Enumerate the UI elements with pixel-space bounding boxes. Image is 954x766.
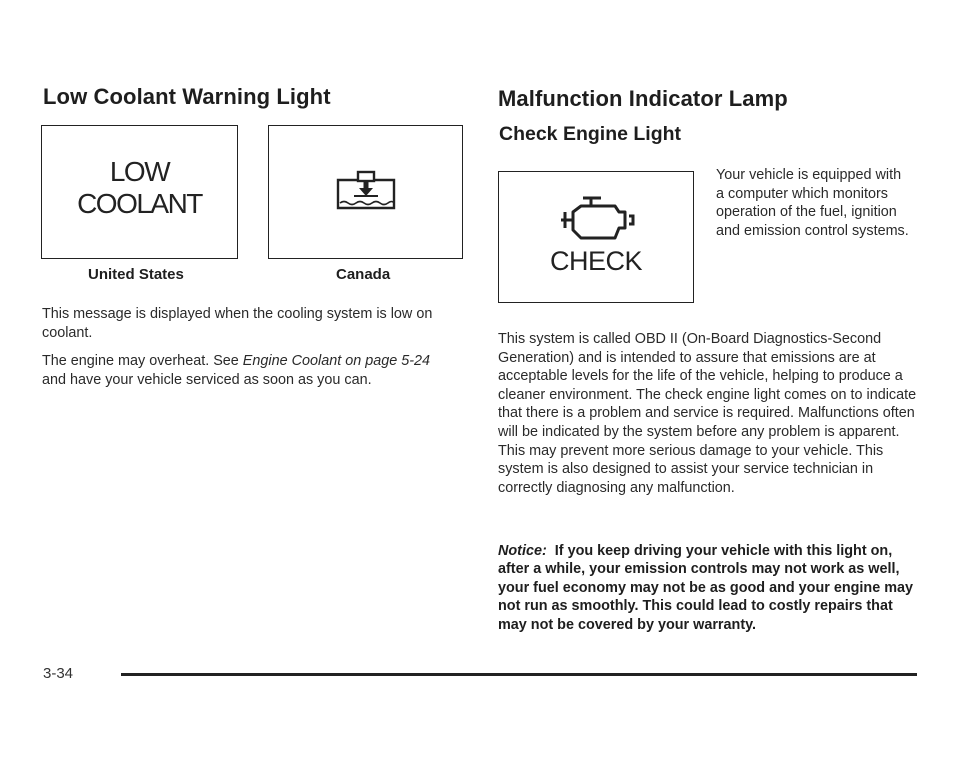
- computer-monitor-text: Your vehicle is equipped with a computer which monitors operation of the fuel, ignition and emission control systems.: [716, 167, 909, 239]
- coolant-paragraph-2: [42, 352, 454, 389]
- footer-rule: [121, 673, 917, 676]
- coolant-message-text: This message is displayed when the cooling system is low on coolant.: [42, 306, 433, 341]
- check-engine-indicator: [498, 171, 694, 303]
- coolant-paragraph-1: [42, 305, 454, 342]
- indicator-text-low: LOW: [109, 156, 170, 187]
- notice-block: [498, 542, 918, 634]
- page-number: 3-34: [43, 665, 74, 682]
- us-caption: United States: [88, 266, 184, 283]
- notice-label: Notice:: [498, 543, 547, 559]
- indicator-text-coolant: COOLANT: [77, 188, 202, 219]
- coolant-para2-end: and have your vehicle serviced as soon as you can.: [42, 371, 372, 388]
- obd-paragraph: This system is called OBD II (On-Board Diagnostics-Second Generation) and is intended to assure that emissions are at acceptable levels for the life of the vehicle, helping to produce a cleaner environment. The check engine light comes on to indicate that there is a problem and service is required. Malfunctions often will be indicated by the system before any problem is apparent. This may prevent more serious damage to your vehicle. This system is also designed to assist your service technician in correctly diagnosing any malfunction.: [498, 331, 917, 496]
- low-coolant-heading: Low Coolant Warning Light: [43, 84, 331, 109]
- canada-caption: Canada: [336, 266, 391, 283]
- check-engine-subheading: Check Engine Light: [499, 123, 682, 145]
- check-label: CHECK: [549, 246, 642, 276]
- mil-heading: Malfunction Indicator Lamp: [498, 86, 788, 111]
- low-coolant-us-indicator: [41, 125, 238, 259]
- engine-icon: [559, 194, 635, 244]
- engine-coolant-reference-link[interactable]: Engine Coolant on page 5-24: [242, 353, 431, 369]
- coolant-level-icon: [332, 168, 400, 216]
- notice-text: If you keep driving your vehicle with this light on, after a while, your emission controls may not work as well, your fuel economy may not be as good and your engine may not run as smoothly. This could lead to costly repairs that may not be covered by your warranty.: [498, 543, 914, 633]
- coolant-para2-start: The engine may overheat. See: [42, 353, 243, 369]
- low-coolant-canada-indicator: [268, 125, 463, 259]
